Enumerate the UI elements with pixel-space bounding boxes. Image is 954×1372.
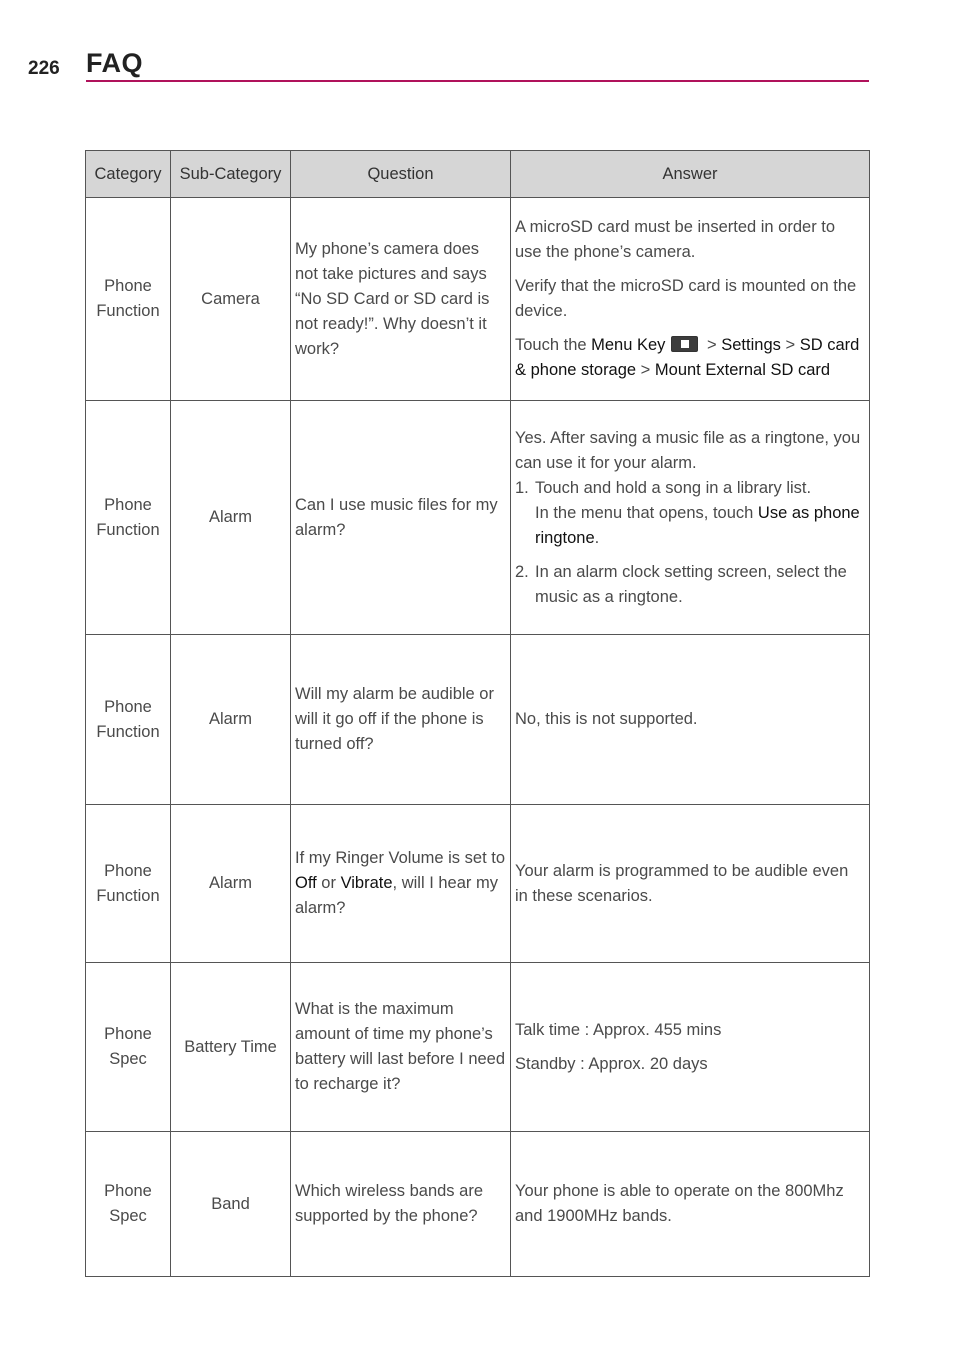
category-cell: Phone Function: [86, 635, 171, 805]
answer-cell: Your alarm is programmed to be audible even in these scenarios.: [511, 805, 870, 963]
category-cell: Phone Spec: [86, 1132, 171, 1277]
menu-key-icon: [671, 336, 698, 352]
sub-category-cell: Alarm: [171, 635, 291, 805]
table-header-row: [86, 151, 870, 198]
answer-cell: A microSD card must be inserted in order to use the phone’s camera. Verify that the microSD card is mounted on the device. Touch the Menu Key > Settings > SD card & phone storage > Mount External SD card: [511, 198, 870, 401]
question-cell: My phone’s camera does not take pictures and says “No SD Card or SD card is not ready!”. Why doesn’t it work?: [291, 198, 511, 401]
category-cell: Phone Function: [86, 198, 171, 401]
page-title: FAQ: [86, 48, 144, 78]
answer-cell: Yes. After saving a music file as a ringtone, you can use it for your alarm. 1. Touch and hold a song in a library list. In the menu that opens, touch Use as phone ringtone. 2. In an alarm clock setting screen, select the music as a ringtone.: [511, 401, 870, 635]
table-row: [86, 401, 870, 635]
sub-category-cell: Alarm: [171, 401, 291, 635]
answer-cell: Talk time : Approx. 455 mins Standby : Approx. 20 days: [511, 963, 870, 1132]
table-row: [86, 1132, 870, 1277]
category-cell: Phone Function: [86, 805, 171, 963]
column-header-question: Question: [291, 151, 511, 198]
page-header: [28, 46, 869, 84]
question-cell: Can I use music files for my alarm?: [291, 401, 511, 635]
sub-category-cell: Band: [171, 1132, 291, 1277]
category-cell: Phone Spec: [86, 963, 171, 1132]
answer-cell: Your phone is able to operate on the 800Mhz and 1900MHz bands.: [511, 1132, 870, 1277]
column-header-answer: Answer: [511, 151, 870, 198]
table-row: [86, 635, 870, 805]
sub-category-cell: Battery Time: [171, 963, 291, 1132]
question-cell: If my Ringer Volume is set to Off or Vibrate, will I hear my alarm?: [291, 805, 511, 963]
list-item: 1. Touch and hold a song in a library list. In the menu that opens, touch Use as phone ringtone.: [515, 478, 860, 547]
table-row: [86, 805, 870, 963]
column-header-category: Category: [86, 151, 171, 198]
column-header-sub-category: Sub-Category: [171, 151, 291, 198]
sub-category-cell: Camera: [171, 198, 291, 401]
faq-table: [85, 150, 870, 1277]
page-number: 226: [28, 58, 60, 79]
table-row: [86, 198, 870, 401]
list-item: 2. In an alarm clock setting screen, select the music as a ringtone.: [515, 562, 847, 606]
header-rule: [86, 80, 869, 82]
category-cell: Phone Function: [86, 401, 171, 635]
sub-category-cell: Alarm: [171, 805, 291, 963]
question-cell: What is the maximum amount of time my phone’s battery will last before I need to recharge it?: [291, 963, 511, 1132]
table-row: [86, 963, 870, 1132]
question-cell: Will my alarm be audible or will it go off if the phone is turned off?: [291, 635, 511, 805]
question-cell: Which wireless bands are supported by the phone?: [291, 1132, 511, 1277]
answer-cell: No, this is not supported.: [511, 635, 870, 805]
